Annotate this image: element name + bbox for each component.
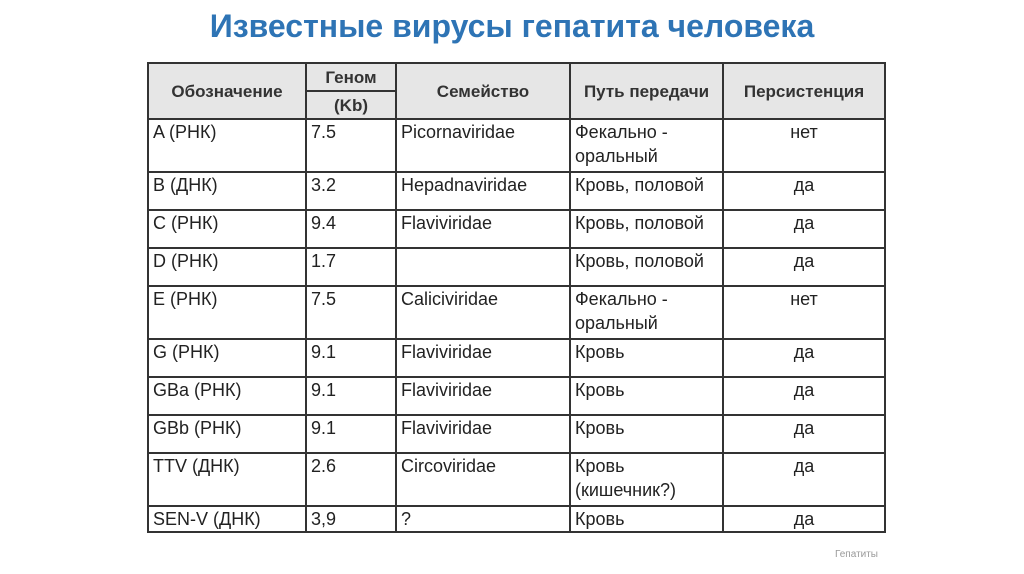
cell-path: Кровь, половой xyxy=(570,172,723,210)
footer-label: Гепатиты xyxy=(835,549,878,560)
cell-path: Кровь (кишечник?) xyxy=(570,453,723,506)
cell-path: Кровь xyxy=(570,339,723,377)
cell-genome: 3,9 xyxy=(306,506,396,532)
table-row xyxy=(148,210,885,248)
cell-path: Кровь xyxy=(570,415,723,453)
table-row xyxy=(148,286,885,339)
cell-family: Flaviviridae xyxy=(396,415,570,453)
cell-family: Flaviviridae xyxy=(396,210,570,248)
cell-path: Кровь xyxy=(570,377,723,415)
cell-path: Фекально - оральный xyxy=(570,286,723,339)
cell-path: Кровь, половой xyxy=(570,248,723,286)
cell-name: GBb (РНК) xyxy=(148,415,306,453)
cell-family: Caliciviridae xyxy=(396,286,570,339)
cell-persistence: да xyxy=(723,415,885,453)
cell-persistence: да xyxy=(723,506,885,532)
cell-persistence: да xyxy=(723,339,885,377)
cell-persistence: да xyxy=(723,210,885,248)
header-name: Обозначение xyxy=(148,63,306,119)
cell-name: G (РНК) xyxy=(148,339,306,377)
cell-genome: 2.6 xyxy=(306,453,396,506)
hepatitis-virus-table xyxy=(147,62,886,533)
cell-path: Кровь xyxy=(570,506,723,532)
table-row xyxy=(148,506,885,532)
cell-persistence: да xyxy=(723,377,885,415)
cell-genome: 9.1 xyxy=(306,377,396,415)
cell-name: SEN-V (ДНК) xyxy=(148,506,306,532)
header-genome-unit: (Kb) xyxy=(306,91,396,119)
cell-persistence: нет xyxy=(723,286,885,339)
cell-family: Hepadnaviridae xyxy=(396,172,570,210)
cell-path: Фекально - оральный xyxy=(570,119,723,172)
table-row xyxy=(148,248,885,286)
cell-genome: 9.1 xyxy=(306,415,396,453)
cell-genome: 1.7 xyxy=(306,248,396,286)
cell-family xyxy=(396,248,570,286)
cell-family: Circoviridae xyxy=(396,453,570,506)
header-family: Семейство xyxy=(396,63,570,119)
cell-name: D (РНК) xyxy=(148,248,306,286)
cell-genome: 9.1 xyxy=(306,339,396,377)
table-row xyxy=(148,453,885,506)
cell-name: GBa (РНК) xyxy=(148,377,306,415)
cell-family: Flaviviridae xyxy=(396,377,570,415)
cell-genome: 9.4 xyxy=(306,210,396,248)
cell-persistence: нет xyxy=(723,119,885,172)
cell-persistence: да xyxy=(723,172,885,210)
header-path: Путь передачи xyxy=(570,63,723,119)
cell-family: Picornaviridae xyxy=(396,119,570,172)
header-persistence: Персистенция xyxy=(723,63,885,119)
cell-persistence: да xyxy=(723,248,885,286)
cell-name: E (РНК) xyxy=(148,286,306,339)
cell-persistence: да xyxy=(723,453,885,506)
cell-genome: 7.5 xyxy=(306,119,396,172)
cell-family: Flaviviridae xyxy=(396,339,570,377)
table-row xyxy=(148,119,885,172)
cell-genome: 3.2 xyxy=(306,172,396,210)
cell-name: A (РНК) xyxy=(148,119,306,172)
page-title: Известные вирусы гепатита человека xyxy=(209,8,815,44)
header-row xyxy=(148,63,885,91)
table-row xyxy=(148,415,885,453)
cell-family: ? xyxy=(396,506,570,532)
cell-name: B (ДНК) xyxy=(148,172,306,210)
cell-genome: 7.5 xyxy=(306,286,396,339)
header-genome: Геном xyxy=(306,63,396,91)
cell-path: Кровь, половой xyxy=(570,210,723,248)
cell-name: TTV (ДНК) xyxy=(148,453,306,506)
table-row xyxy=(148,377,885,415)
table-row xyxy=(148,339,885,377)
cell-name: C (РНК) xyxy=(148,210,306,248)
table-row xyxy=(148,172,885,210)
